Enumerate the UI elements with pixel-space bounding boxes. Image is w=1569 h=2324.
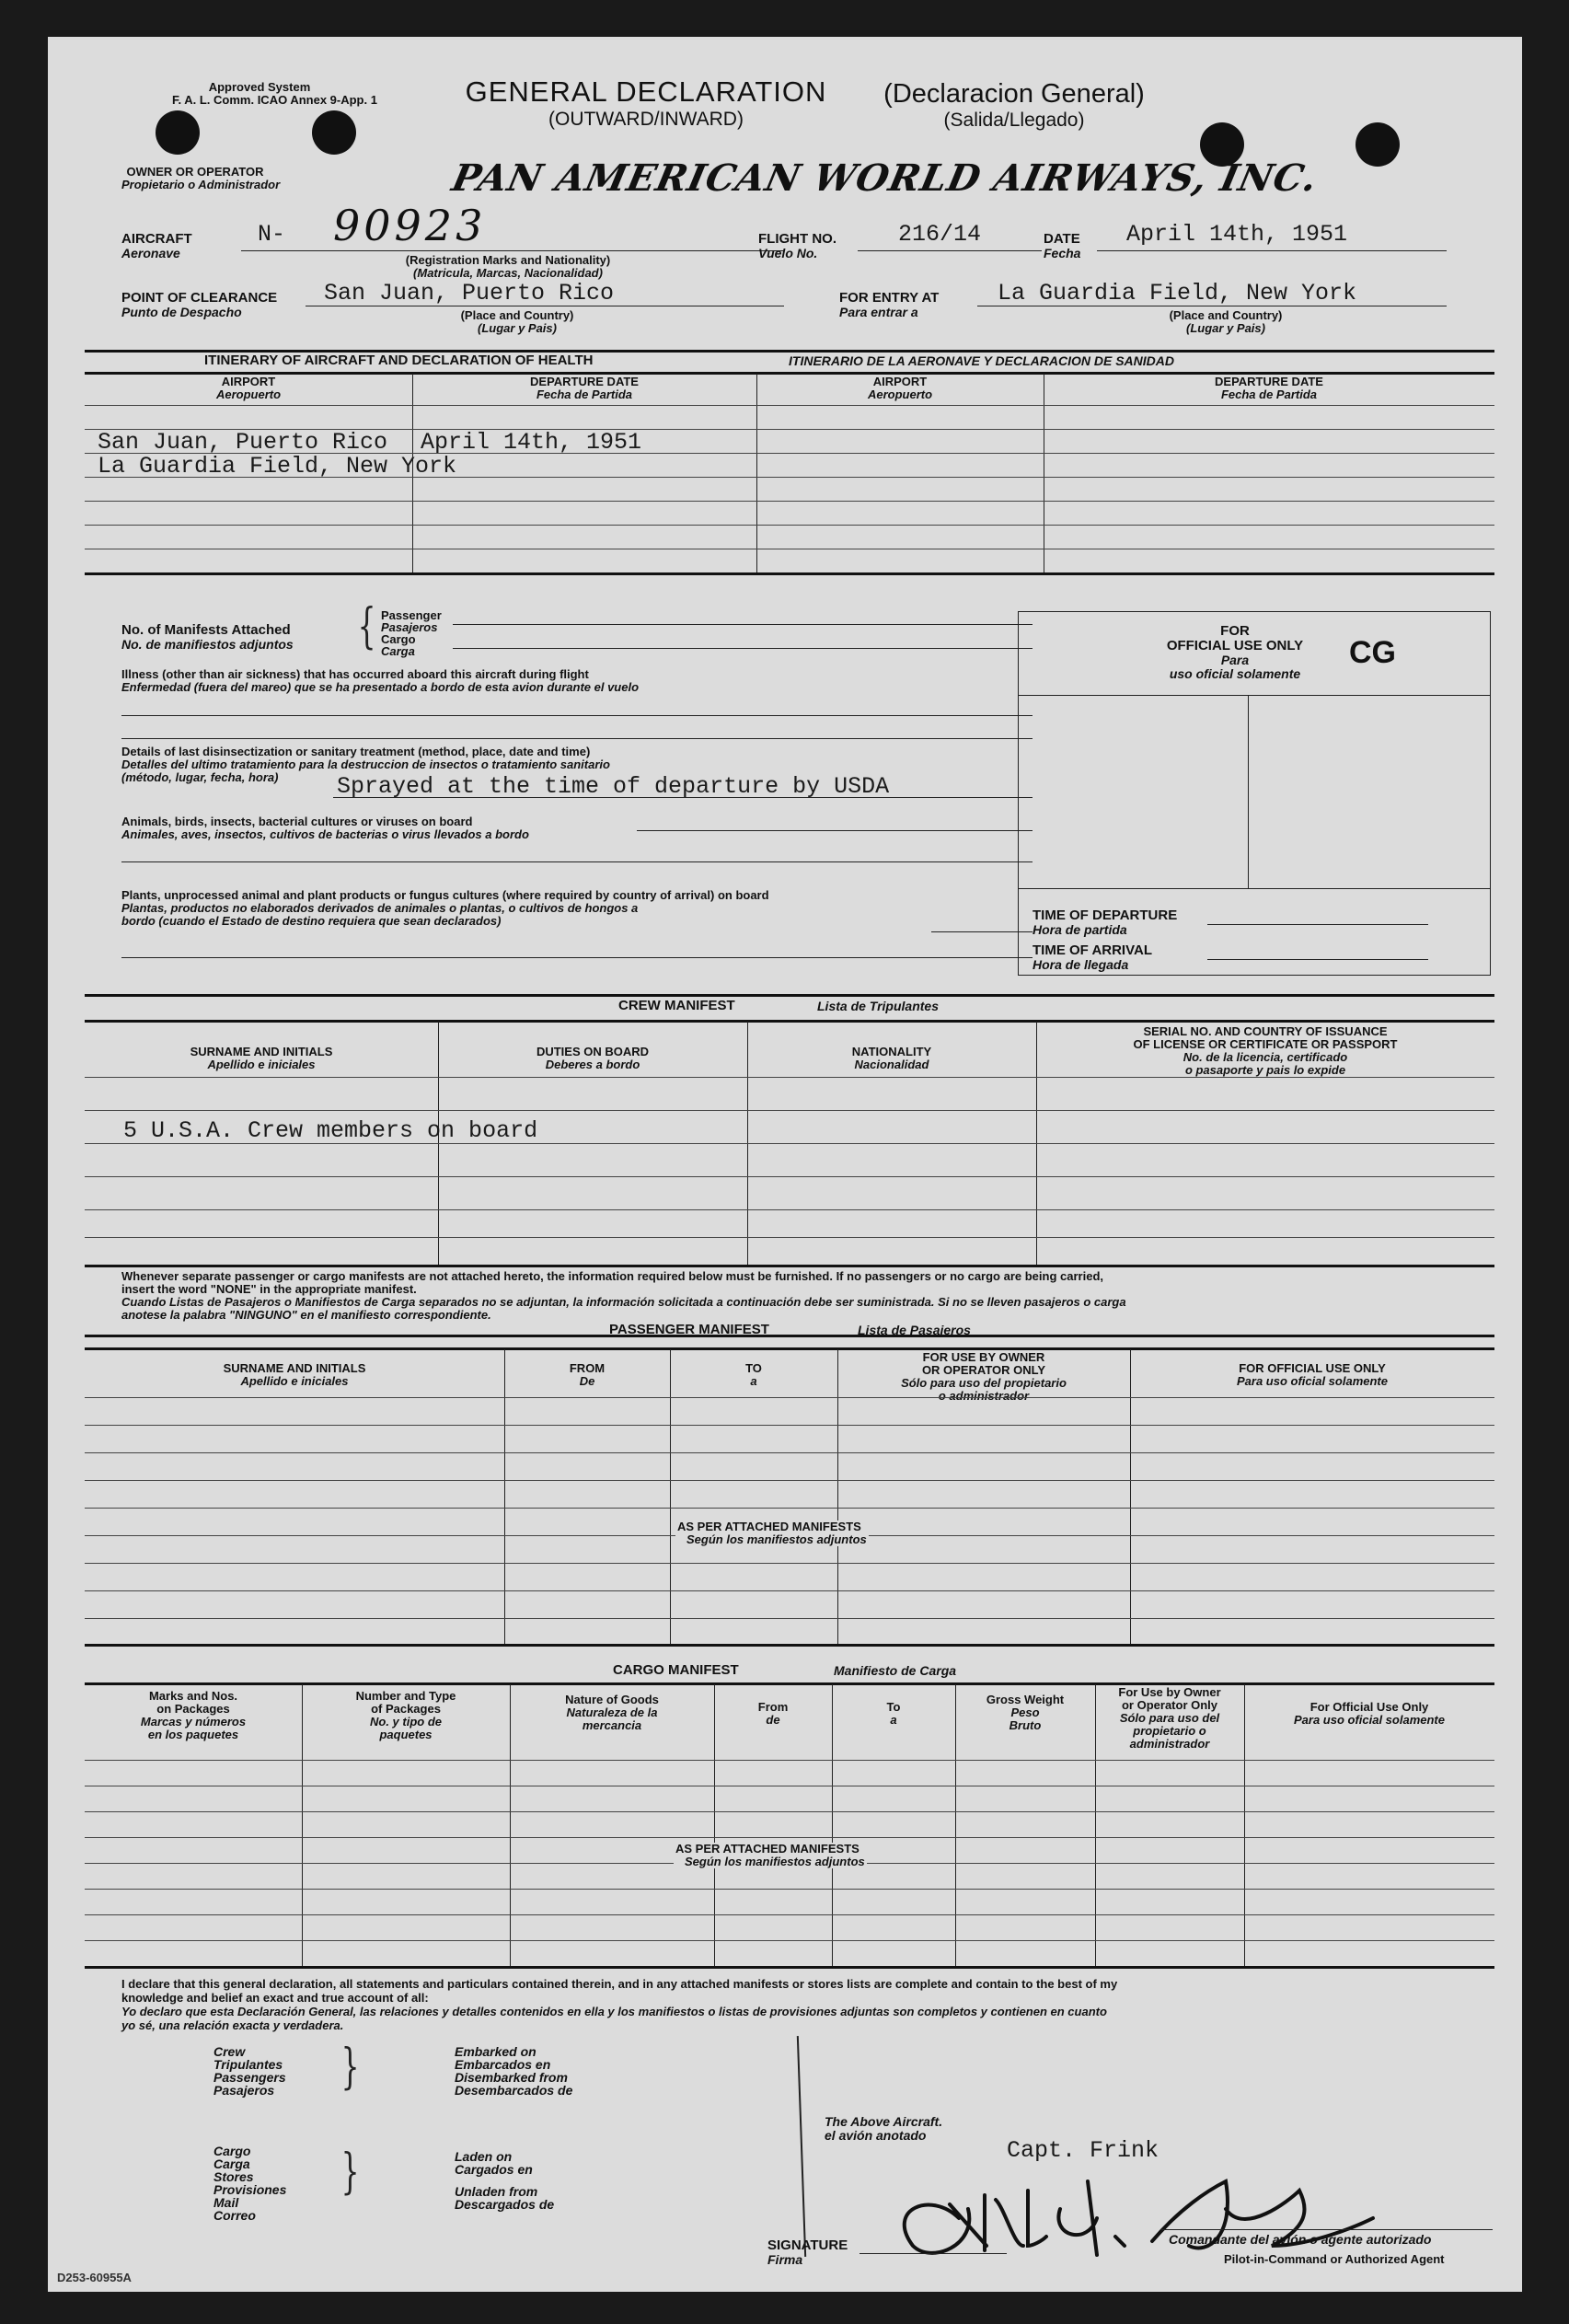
cargo-col-from: From de	[757, 1700, 789, 1727]
passenger-heading-es: Lista de Pasajeros	[858, 1323, 971, 1337]
plants-label: Plants, unprocessed animal and plant products or fungus cultures (where required by country of arrival) on board Plantas, productos no elaborados derivados de animales o plantas, o cultivos de hongos a bordo (cuando el Estado de destino requiera que sean declarados)	[121, 888, 769, 928]
approved-system-label: Approved System F. A. L. Comm. ICAO Annex 9-App. 1	[172, 80, 377, 107]
col-departure-date: DEPARTURE DATE Fecha de Partida	[530, 375, 639, 401]
official-code: CG	[1349, 635, 1396, 670]
pax-col-surname: SURNAME AND INITIALS Apellido e iniciales	[223, 1361, 366, 1388]
passenger-heading: PASSENGER MANIFEST	[609, 1322, 769, 1337]
form-title: GENERAL DECLARATION (OUTWARD/INWARD)	[465, 75, 827, 130]
time-arrival-label: TIME OF ARRIVAL Hora de llegada	[1033, 942, 1152, 972]
itinerary-heading: ITINERARY OF AIRCRAFT AND DECLARATION OF HEALTH	[204, 353, 594, 368]
form-title-spanish: (Declaracion General) (Salida/Llegado)	[883, 79, 1145, 131]
crew-entry: 5 U.S.A. Crew members on board	[123, 1117, 538, 1144]
signature-label: SIGNATURE Firma	[767, 2237, 848, 2267]
illness-label: Illness (other than air sickness) that has occurred aboard this aircraft during flight Enfermedad (fuera del mareo) que se ha presentado a bordo de esta avion durante el vuelo	[121, 667, 640, 694]
manifest-note: Whenever separate passenger or cargo manifests are not attached hereto, the information required below must be furnished. If no passengers or no cargo are being carried, insert the word "NONE" in the appropriate manifest. Cuando Listas de Pasajeros o Manifiestos de Carga separados no se adjuntan, la información solicitada a continuación debe ser suministrada. Si no se lleven pasajeros o carga anotese la palabra "NINGUNO" en el manifiesto correspondiente.	[121, 1269, 1126, 1322]
col-airport: AIRPORT Aeropuerto	[215, 375, 282, 401]
itinerary-heading-es: ITINERARIO DE LA AERONAVE Y DECLARACION DE SANIDAD	[789, 353, 1174, 368]
aircraft-prefix: N-	[258, 221, 286, 248]
cargo-col-official: For Official Use Only Para uso oficial solamente	[1293, 1700, 1445, 1727]
cargo-col-weight: Gross Weight Peso Bruto	[986, 1693, 1065, 1732]
cargo-col-owner: For Use by Owner or Operator Only Sólo para uso del propietario o administrador	[1118, 1685, 1221, 1751]
aircraft-label: AIRCRAFT Aeronave	[121, 231, 192, 260]
date-value: April 14th, 1951	[1126, 221, 1348, 248]
crew-col-serial: SERIAL NO. AND COUNTRY OF ISSUANCE OF LICENSE OR CERTIFICATE OR PASSPORT No. de la licencia, certificado o pasaporte y pais lo expide	[1133, 1024, 1398, 1077]
punch-hole	[156, 110, 200, 155]
itinerary-row-date: April 14th, 1951	[421, 429, 642, 456]
entry-value: La Guardia Field, New York	[998, 280, 1357, 306]
punch-hole	[1356, 122, 1400, 167]
cargo-stores-labels: Cargo Carga Stores Provisiones Mail Correo	[213, 2144, 287, 2223]
pax-col-owner: FOR USE BY OWNER OR OPERATOR ONLY Sólo para uso del propietario o administrador	[901, 1350, 1067, 1403]
crew-col-nationality: NATIONALITY Nacionalidad	[851, 1045, 932, 1071]
embark-labels: Embarked on Embarcados en Disembarked from Desembarcados de	[455, 2044, 573, 2098]
cargo-col-to: To a	[886, 1700, 901, 1727]
flight-no-value: 216/14	[898, 221, 982, 248]
owner-value: PAN AMERICAN WORLD AIRWAYS, INC.	[448, 156, 1322, 200]
above-aircraft-label: The Above Aircraft. el avión anotado	[825, 2114, 943, 2143]
entry-caption: (Place and Country) (Lugar y Pais)	[1169, 308, 1283, 335]
pax-col-from: FROM De	[569, 1361, 606, 1388]
official-use-label: FOR OFFICIAL USE ONLY Para uso oficial solamente	[1166, 623, 1304, 681]
itinerary-row: La Guardia Field, New York	[98, 453, 457, 480]
pax-as-per-manifests: AS PER ATTACHED MANIFESTS Según los manifiestos adjuntos	[677, 1520, 867, 1546]
entry-label: FOR ENTRY AT Para entrar a	[839, 290, 940, 319]
time-departure-label: TIME OF DEPARTURE Hora de partida	[1033, 908, 1178, 937]
aircraft-registration: 90923	[333, 201, 487, 250]
disinsection-value: Sprayed at the time of departure by USDA	[337, 773, 890, 800]
date-label: DATE Fecha	[1044, 231, 1081, 260]
pax-col-official: FOR OFFICIAL USE ONLY Para uso oficial solamente	[1236, 1361, 1388, 1388]
crew-heading: CREW MANIFEST	[618, 998, 735, 1013]
crew-heading-es: Lista de Tripulantes	[817, 999, 939, 1013]
manifest-types: Passenger Pasajeros Cargo Carga	[381, 608, 442, 658]
col-airport-2: AIRPORT Aeropuerto	[867, 375, 933, 401]
cargo-heading: CARGO MANIFEST	[613, 1662, 739, 1678]
laden-labels: Laden on Cargados en Unladen from Descargados de	[455, 2149, 555, 2212]
clearance-caption: (Place and Country) (Lugar y Pais)	[460, 308, 574, 335]
pax-col-to: TO a	[745, 1361, 762, 1388]
col-departure-date-2: DEPARTURE DATE Fecha de Partida	[1215, 375, 1323, 401]
flight-no-label: FLIGHT NO. Vuelo No.	[758, 231, 836, 260]
cargo-as-per-manifests: AS PER ATTACHED MANIFESTS Según los manifiestos adjuntos	[675, 1842, 865, 1868]
cargo-col-nature: Nature of Goods Naturaleza de la mercancia	[565, 1693, 659, 1732]
cargo-col-number: Number and Type of Packages No. y tipo de paquetes	[355, 1689, 456, 1741]
captain-name: Capt. Frink	[1007, 2137, 1159, 2164]
disinsection-label: Details of last disinsectization or sanitary treatment (method, place, date and time) Detalles del ultimo tratamiento para la destruccion de insectos o tratamiento sanitario (método, lugar, fecha, hora)	[121, 745, 610, 784]
manifests-label: No. of Manifests Attached No. de manifiestos adjuntos	[121, 622, 294, 652]
animals-label: Animals, birds, insects, bacterial cultures or viruses on board Animales, aves, insectos, cultivos de bacterias o virus llevados a bordo	[121, 815, 529, 841]
clearance-value: San Juan, Puerto Rico	[324, 280, 615, 306]
cargo-heading-es: Manifiesto de Carga	[834, 1663, 957, 1678]
punch-hole	[312, 110, 356, 155]
crew-col-duties: DUTIES ON BOARD Deberes a bordo	[536, 1045, 650, 1071]
registration-caption: (Registration Marks and Nationality) (Matricula, Marcas, Nacionalidad)	[405, 253, 611, 280]
owner-label: OWNER OR OPERATOR Propietario o Administrador	[121, 165, 281, 191]
commander-label: Pilot-in-Command or Authorized Agent	[1224, 2252, 1445, 2266]
declaration-text: I declare that this general declaration, all statements and particulars contained therein, and in any attached manifests or stores lists are complete and contain to the best of my knowledge and belief an exact and true account of all: Yo declaro que esta Declaración General, las relaciones y detalles contenidos en ella y los manifiestos o listas de provisiones adjuntas son completos y contienen en cuanto yo sé, una relación exacta y verdadera.	[121, 1977, 1118, 2032]
form-number: D253-60955A	[57, 2271, 132, 2284]
cargo-col-marks: Marks and Nos. on Packages Marcas y números en los paquetes	[140, 1689, 247, 1741]
declaration-page: Approved System F. A. L. Comm. ICAO Annex 9-App. 1 GENERAL DECLARATION (OUTWARD/INWARD) (Declaracion General) (Salida/Llegado) OWNER OR OPERATOR Propietario o Administrador PAN AMERICAN WORLD AIRWAYS, INC. AIRCRAFT Aeronave N- 90923 (Registration Marks and Nationality) (Matricula, Marcas, Nacionalidad) FLIGHT NO. Vuelo No. 216/14 DATE Fecha April 14th, 1951 POINT OF CLEARANCE Punto de Despacho San Juan, Puerto Rico (Place and Country) (Lugar y Pais) FOR ENTRY AT Para entrar a La Guardia Field, New York (Place and Country) (Lugar y Pais) ITINERARY OF AIRCRAFT AND DECLARATION OF HEALTH ITINERARIO DE LA AERONAVE Y DECLARACION DE SANIDAD AIRPORT Aeropuerto DEPARTURE DATE Fecha de Partida AIRPORT Aeropuerto DEPARTURE DATE Fecha de Partida San Juan, Puerto Rico April 14th, 1951 La Guardia Field, New York No. of Manifests Attached No. de manifiestos adjuntos { Passenger Pasajeros Cargo Carga Illness (other than air sickness) that has occurred aboard this aircraft during flight Enfermedad (fuera del mareo) que se ha presentado a bordo de esta avion durante el vuelo Details of last disinsectization or sanitary treatment (method, place, date and time) Detalles del ultimo tratamiento para la destruccion de insectos o tratamiento sanitario (método, lugar, fecha, hora) Sprayed at the time of departure by USDA Animals, birds, insects, bacterial cultures or viruses on board Animales, aves, insectos, cultivos de bacterias o virus llevados a bordo Plants, unprocessed animal and plant products or fungus cultures (where required by country of arrival) on board Plantas, productos no elaborados derivados de animales o plantas, o cultivos de hongos a bordo (cuando el Estado de destino requiera que sean declarados) FOR OFFICIAL USE ONLY Para uso oficial solamente CG TIME OF DEPARTURE Hora de partida TIME OF ARRIVAL Hora de llegada CREW MANIFEST Lista de Tripulantes SURNAME AND INITIALS Apellido e iniciales DUTIES ON BOARD Deberes a bordo NATIONALITY Nacionalidad SERIAL NO. AND COUNTRY OF ISSUANCE OF LICENSE OR CERTIFICATE OR PASSPORT No. de la licencia, certificado o pasaporte y pais lo expide 5 U.S.A. Crew members on board Whenever separate passenger or cargo manifests are not attached hereto, the information required below must be furnished. If no passengers or no cargo are being carried, insert the word "NONE" in the appropriate manifest. Cuando Listas de Pasajeros o Manifiestos de Carga separados no se adjuntan, la información solicitada a continuación debe ser suministrada. Si no se lleven pasajeros o carga anotese la palabra "NINGUNO" en el manifiesto correspondiente. PASSENGER MANIFEST Lista de Pasajeros SURNAME AND INITIALS Apellido e iniciales FROM De TO a FOR USE BY OWNER OR OPERATOR ONLY Sólo para uso del propietario o administrador FOR OFFICIAL USE ONLY Para uso oficial solamente AS PER ATTACHED MANIFESTS Según los manifiestos adjuntos CARGO MANIFEST Manifiesto de Carga Marks and Nos. on Packages Marcas y números en los paquetes Number and Type of Packages No. y tipo de paquetes Nature of Goods Naturaleza de la mercancia From de To a Gross Weight Peso Bruto For Use by Owner or Operator Only Sólo para uso del propietario o administrador For Official Use Only Para uso oficial solamente AS PER ATTACHED MANIFESTS Según los manifiestos adjuntos I declare that this general declaration, all statements and particulars contained therein, and in any attached manifests or stores lists are complete and contain to the best of my knowledge and belief an exact and true account of all: Yo declaro que esta Declaración General, las relaciones y detalles contenidos en ella y los manifiestos o listas de provisiones adjuntas son completos y contienen en cuanto yo sé, una relación exacta y verdadera. Crew Tripulantes Passengers Pasajeros } Embarked on Embarcados en Disembarked from Desembarcados de Cargo Carga Stores Provisiones Mail Correo } Laden on Cargados en Unladen from Descargados de The Above Aircraft. el avión anotado Capt. Frink SIGNATURE Firma Comandante del avión o agente autorizado Pilot-in-Command or Authorized Agent D253-60955A	[48, 37, 1522, 2292]
crew-pax-labels: Crew Tripulantes Passengers Pasajeros	[213, 2044, 286, 2098]
itinerary-row: San Juan, Puerto Rico	[98, 429, 388, 456]
commander-label-es: Comandante del avión o agente autorizado	[1169, 2232, 1432, 2247]
clearance-label: POINT OF CLEARANCE Punto de Despacho	[121, 290, 278, 319]
crew-col-surname: SURNAME AND INITIALS Apellido e iniciales	[190, 1045, 333, 1071]
